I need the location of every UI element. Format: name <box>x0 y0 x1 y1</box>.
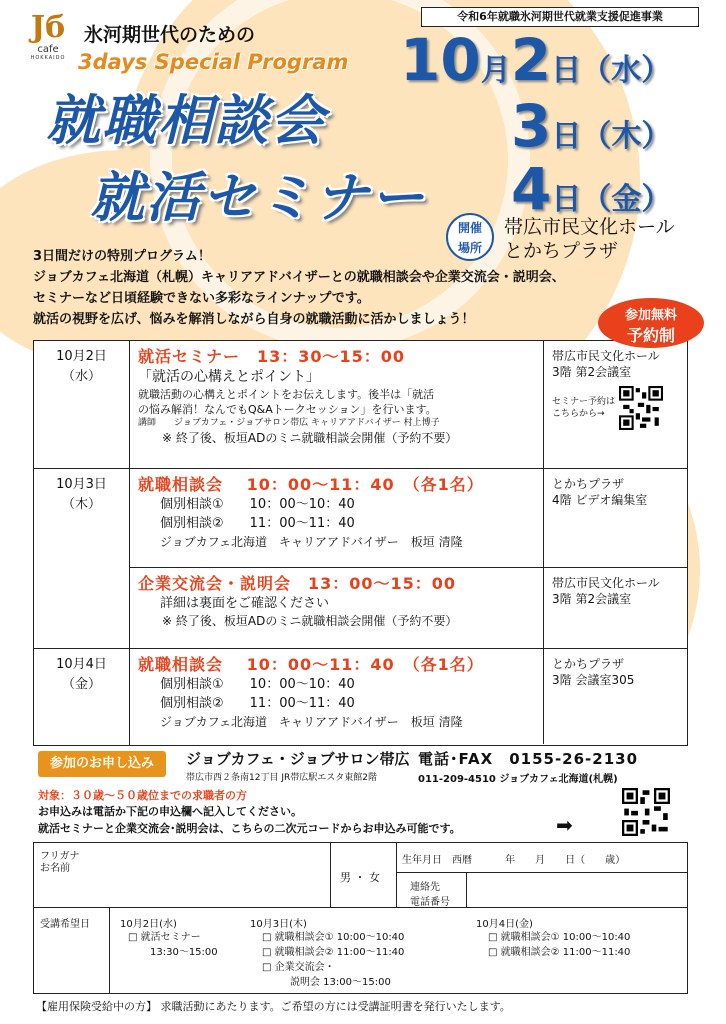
seminar-time: 13:30〜15:00 <box>150 947 218 958</box>
name-label: お名前 <box>40 863 70 874</box>
logo-word: cafe <box>37 44 59 55</box>
venue-badge-line: 開催 <box>457 221 482 235</box>
venue-line: 3階 会議室305 <box>552 673 635 687</box>
event-desc: の悩み解消！なんでもQ&Aトークセッション」を行います。 <box>138 403 437 416</box>
venue-line: とかちプラザ <box>504 240 619 262</box>
wish-col-day2 <box>250 915 404 990</box>
event-lecturer: 講師 ジョブカフェ・ジョブサロン帯広 キャリアアドバイザー 村上博子 <box>138 418 440 428</box>
venue-line: とかちプラザ <box>552 657 625 671</box>
logo-sub: HOKKAIDO <box>30 55 66 61</box>
schedule-date <box>34 649 130 745</box>
wish-col-day3 <box>476 915 630 960</box>
target-audience: 対象：３０歳〜５０歳位までの求職者の方 <box>38 789 247 802</box>
phone-number-sapporo[interactable]: 011-209-4510 ジョブカフェ北海道(札幌) <box>418 774 618 785</box>
schedule-venue <box>543 568 687 648</box>
jobcafe-logo <box>22 12 74 61</box>
col-date: 10月2日(水) <box>120 919 177 930</box>
sponsor-label: 令和6年就職氷河期世代就業支援促進事業 <box>421 7 699 27</box>
schedule-row-day1 <box>34 341 687 469</box>
event-note: ※ 終了後、板垣ADのミニ就職相談会開催（予約不要） <box>162 431 458 445</box>
venue-line: 帯広市民文化ホール <box>552 576 660 590</box>
venue-line: 帯広市民文化ホール <box>552 349 660 363</box>
event-note: ※ 終了後、板垣ADのミニ就職相談会開催（予約不要） <box>162 614 458 628</box>
apply-instructions: お申込みは電話か下記の申込欄へ記入してください。 <box>38 805 302 818</box>
weekday-text: （金） <box>61 677 101 692</box>
advisor-line: ジョブカフェ北海道 キャリアアドバイザー 板垣 清隆 <box>160 715 463 729</box>
consult-2-checkbox[interactable]: □ 就職相談会② 11:00〜11:40 <box>262 947 405 958</box>
office-address: 帯広市西２条南12丁目 JR帯広駅エスタ東館2階 <box>186 773 377 783</box>
wish-col-day1 <box>120 915 218 960</box>
free-reservation-badge <box>598 298 704 348</box>
tagline: 氷河期世代のための <box>84 24 256 46</box>
phone-number[interactable]: 電話･FAX 0155-26-2130 <box>418 750 639 768</box>
event-title: 就活セミナー 13：30〜15：00 <box>138 347 406 366</box>
logo-mark: Jб <box>30 10 66 45</box>
schedule-row-day3 <box>34 649 687 745</box>
slot-line: 個別相談② 11：00〜11：40 <box>160 696 355 711</box>
schedule-venue <box>543 649 687 744</box>
contact-label <box>410 878 450 908</box>
venue-line: 4階 ビデオ編集室 <box>552 493 648 507</box>
intro-text <box>33 246 565 330</box>
event-date-2 <box>511 92 671 160</box>
event-desc: 就職活動の心構えとポイントをお伝えします。後半は「就活 <box>138 388 435 401</box>
date-day: 2 <box>510 26 552 94</box>
reserve-text: セミナー予約は <box>552 397 616 407</box>
application-form <box>33 842 688 994</box>
event-title: 企業交流会・説明会 13：00〜15：00 <box>138 574 457 593</box>
date-day-unit: 日 <box>551 182 582 217</box>
schedule-row-day2 <box>34 469 687 649</box>
schedule-venue <box>543 341 687 468</box>
intro-line: 就活の視野を広げ、悩みを解消しながら自身の就職活動に活かしましょう！ <box>33 312 475 327</box>
schedule-table <box>33 340 688 746</box>
arrow-right-icon: ➡ <box>556 813 573 837</box>
contact-label-line: 連絡先 <box>410 882 440 893</box>
col-date: 10月3日(木) <box>250 919 307 930</box>
schedule-date <box>34 469 130 648</box>
venue-badge-line: 場所 <box>457 241 482 255</box>
qr-code-icon[interactable] <box>619 386 663 430</box>
date-text: 10月4日 <box>56 657 107 672</box>
event-title: 就職相談会 10：00〜11：40 （各1名） <box>138 655 484 674</box>
consult-1-checkbox[interactable]: □ 就職相談会① 10:00〜10:40 <box>488 932 631 943</box>
date-day-unit: 日 <box>551 53 582 88</box>
intro-line: 3日間だけの特別プログラム！ <box>33 249 211 264</box>
wish-date-label: 受講希望日 <box>40 919 90 930</box>
slot-line: 個別相談② 11：00〜11：40 <box>160 516 355 531</box>
sex-choice[interactable]: 男 ・ 女 <box>340 871 380 884</box>
venue-line: 3階 第2会議室 <box>552 592 632 606</box>
exchange-checkbox[interactable]: □ 企業交流会・ <box>262 962 335 973</box>
col-date: 10月4日(金) <box>476 919 533 930</box>
furigana-label: フリガナ <box>40 851 80 862</box>
badge-line: 予約制 <box>626 326 675 345</box>
event-date-3 <box>511 155 671 223</box>
program-name: 3days Special Program <box>78 50 349 74</box>
date-weekday: （金） <box>581 182 672 217</box>
date-weekday: （木） <box>581 119 672 154</box>
slot-line: 個別相談① 10：00〜10：40 <box>160 677 355 692</box>
phone-field[interactable] <box>472 876 682 904</box>
intro-line: セミナーなど日頃経験できない多彩なラインナップです。 <box>33 291 370 306</box>
sub-title: 就活セミナー <box>90 166 426 229</box>
venue-line: 3階 第2会議室 <box>552 365 632 379</box>
badge-line: 参加無料 <box>624 308 677 323</box>
name-field[interactable] <box>114 847 324 903</box>
event-detail: 詳細は裏面をご確認ください <box>160 596 330 611</box>
date-month-unit: 月 <box>480 53 511 88</box>
consult-1-checkbox[interactable]: □ 就職相談会① 10:00〜10:40 <box>262 932 405 943</box>
weekday-text: （水） <box>61 369 101 384</box>
date-day: 4 <box>511 155 552 223</box>
office-name: ジョブカフェ・ジョブサロン帯広 <box>186 750 410 768</box>
apply-instructions: 就活セミナーと企業交流会･説明会は、こちらの二次元コードからお申込み可能です。 <box>38 822 461 835</box>
event-title: 就職相談会 10：00〜11：40 （各1名） <box>138 475 484 494</box>
date-weekday: （水） <box>581 53 672 88</box>
date-text: 10月2日 <box>56 349 107 364</box>
qr-code-icon[interactable] <box>622 788 670 836</box>
date-day-unit: 日 <box>551 119 582 154</box>
date-month: 10 <box>400 26 481 94</box>
event-date-1 <box>400 26 671 94</box>
advisor-line: ジョブカフェ北海道 キャリアアドバイザー 板垣 清隆 <box>160 535 463 549</box>
slot-line: 個別相談① 10：00〜10：40 <box>160 497 355 512</box>
apply-tag: 参加のお申し込み <box>38 751 166 777</box>
consult-2-checkbox[interactable]: □ 就職相談会② 11:00〜11:40 <box>488 947 631 958</box>
schedule-date <box>34 341 130 468</box>
date-day: 3 <box>511 92 552 160</box>
seminar-checkbox[interactable]: □ 就活セミナー <box>128 932 201 943</box>
reserve-text: こちらから→ <box>552 409 605 419</box>
event-headline: 「就活の心構えとポイント」 <box>138 369 320 385</box>
contact-label-line: 電話番号 <box>410 897 450 908</box>
intro-line: ジョブカフェ北海道（札幌）キャリアアドバイザーとの就職相談会や企業交流会・説明会、 <box>33 270 565 285</box>
schedule-venue <box>543 469 687 567</box>
birth-field[interactable]: 生年月日 西暦 年 月 日（ 歳） <box>402 855 626 866</box>
exchange-time: 説明会 13:00〜15:00 <box>290 977 391 988</box>
footer-note: 【雇用保険受給中の方】 求職活動にあたります。ご希望の方には受講証明書を発行いたします。 <box>36 1000 511 1013</box>
date-text: 10月3日 <box>56 477 107 492</box>
venue-line: 帯広市民文化ホール <box>504 216 675 238</box>
venue-line: とかちプラザ <box>552 477 625 491</box>
main-title: 就職相談会 <box>46 89 326 152</box>
weekday-text: （木） <box>61 497 101 512</box>
